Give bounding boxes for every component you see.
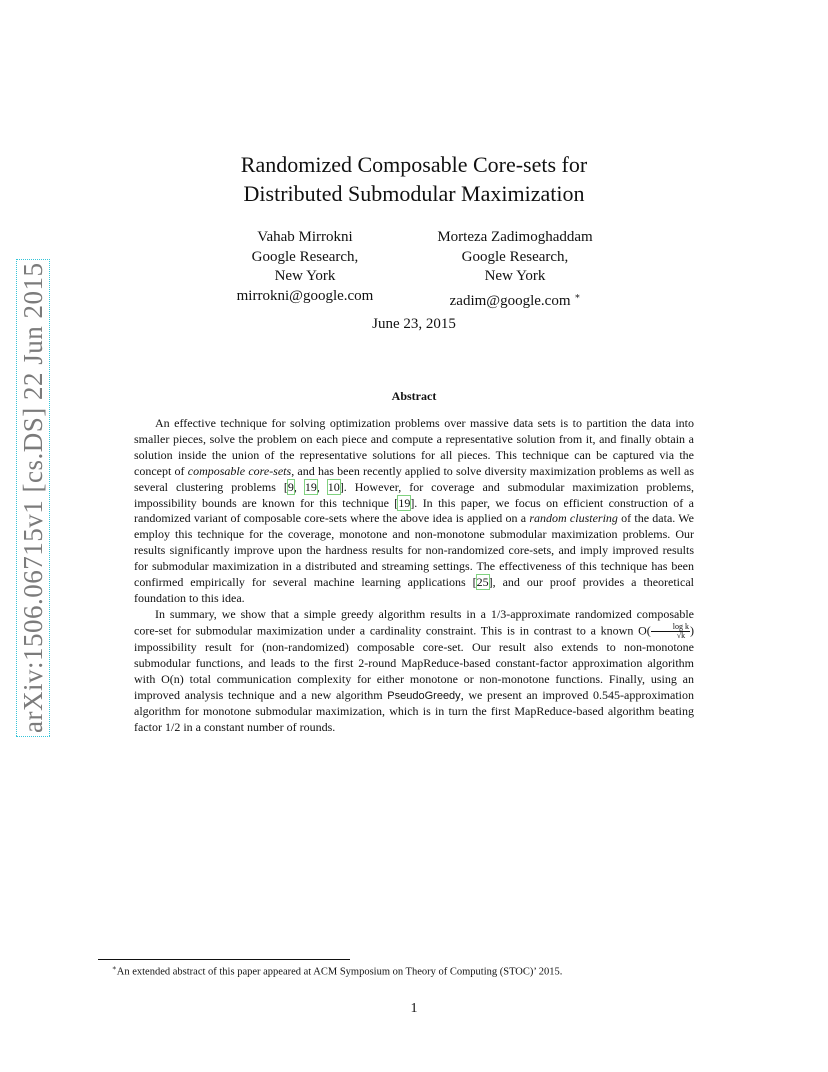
author-block-2 xyxy=(420,228,610,311)
author-location: New York xyxy=(484,268,546,284)
title-line-1: Randomized Composable Core-sets for xyxy=(240,152,588,177)
author-email: mirrokni@google.com xyxy=(236,287,374,304)
citation-link[interactable]: 9 xyxy=(287,479,294,494)
author-affiliation: Google Research, xyxy=(251,248,359,265)
arxiv-identifier: arXiv:1506.06715v1 [cs.DS] 22 Jun 2015 xyxy=(18,262,48,733)
citation-link[interactable]: 10 xyxy=(327,479,340,494)
footnote: ∗An extended abstract of this paper appeared at ACM Symposium on Theory of Computing (STOC)’ 2015. xyxy=(112,964,563,978)
author-location: New York xyxy=(274,268,336,284)
author-block-1 xyxy=(222,228,388,306)
abstract-body xyxy=(134,416,694,736)
abstract-paragraph-1: An effective technique for solving optimization problems over massive data sets is to partition the data into smaller pieces, solve the problem on each piece and compute a representative solution from it, and finally obtain a solution inside the union of the representative solutions for all pieces. This technique can be captured via the concept of composable core-sets, and has been recently applied to solve diversity maximization problems as well as several clustering problems [9, 19, 10]. However, for coverage and submodular maximization problems, impossibility bounds are known for this technique [19]. In this paper, we focus on efficient construction of a randomized variant of composable core-sets where the above idea is applied on a random clustering of the data. We employ this technique for the coverage, monotone and non-monotone submodular maximization problems. Our results significantly improve upon the hardness results for non-randomized core-sets, and imply improved results for submodular maximization in a distributed and streaming settings. The effectiveness of this technique has been confirmed empirically for several machine learning applications [25], and our proof provides a theoretical foundation to this idea. xyxy=(134,416,695,605)
page-number: 1 xyxy=(410,1001,418,1016)
author-email: zadim@google.com xyxy=(449,292,571,309)
paper-title xyxy=(0,150,828,208)
footnote-marker[interactable]: ∗ xyxy=(574,290,581,301)
abstract-paragraph-2: In summary, we show that a simple greedy algorithm results in a 1/3-approximate randomized composable core-set for submodular maximization under a cardinality constraint. This is in contrast to a known O( $\frac{\text{log k}}{√k}$ ) impossibility result for (non-randomized) composable core-set. Our result also extends to non-monotone submodular functions, and leads to the first 2-round MapReduce-based constant-factor approximation algorithm with O(n) total communication complexity for either monotone or non-monotone functions. Finally, using an improved analysis technique and a new algorithm PseudoGreedy, we present an improved 0.545-approximation algorithm for monotone submodular maximization, which is in turn the first MapReduce-based algorithm beating factor 1/2 in a constant number of rounds. xyxy=(134,606,694,735)
abstract-heading: Abstract xyxy=(391,389,437,403)
author-name: Morteza Zadimoghaddam xyxy=(437,229,593,245)
author-name: Vahab Mirrokni xyxy=(257,229,353,245)
author-affiliation: Google Research, xyxy=(461,248,569,265)
paper-date: June 23, 2015 xyxy=(372,316,456,332)
citation-link[interactable]: 19 xyxy=(398,495,411,510)
title-line-2: Distributed Submodular Maximization xyxy=(243,181,585,206)
algorithm-name: PseudoGreedy xyxy=(387,689,461,702)
footnote-rule xyxy=(98,959,350,960)
fraction: $\frac{\text{log k}}{√k}$ xyxy=(651,623,690,640)
citation-link[interactable]: 25 xyxy=(476,575,489,590)
citation-link[interactable]: 19 xyxy=(304,479,317,494)
